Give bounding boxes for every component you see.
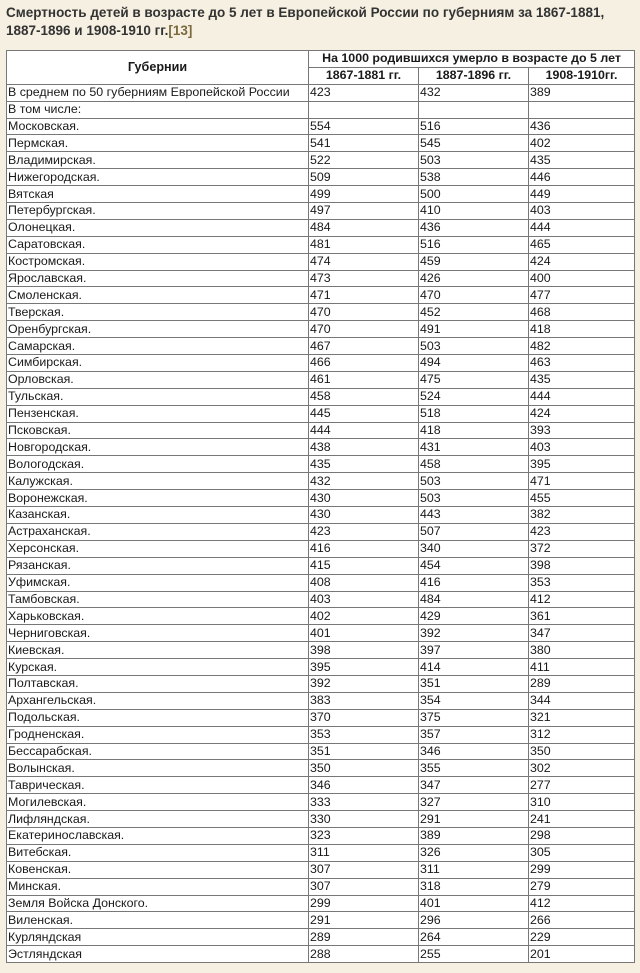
table-row	[7, 692, 635, 709]
value-1867-1881: 350	[309, 760, 419, 777]
table-row	[7, 203, 635, 220]
value-1887-1896: 311	[419, 861, 529, 878]
table-row	[7, 540, 635, 557]
value-1887-1896: 431	[419, 439, 529, 456]
table-row	[7, 287, 635, 304]
table-row	[7, 422, 635, 439]
value-1887-1896: 414	[419, 659, 529, 676]
section-empty	[419, 101, 529, 118]
value-1887-1896: 503	[419, 473, 529, 490]
value-1908-1910: 277	[529, 777, 635, 794]
value-1887-1896: 516	[419, 236, 529, 253]
section-empty	[529, 101, 635, 118]
gubernia-name: Олонецкая.	[7, 219, 309, 236]
gubernia-name: Виленская.	[7, 912, 309, 929]
value-1867-1881: 466	[309, 355, 419, 372]
table-row	[7, 135, 635, 152]
value-1867-1881: 291	[309, 912, 419, 929]
value-1867-1881: 289	[309, 929, 419, 946]
value-1887-1896: 264	[419, 929, 529, 946]
value-1908-1910: 393	[529, 422, 635, 439]
value-1867-1881: 438	[309, 439, 419, 456]
value-1887-1896: 392	[419, 625, 529, 642]
value-1867-1881: 408	[309, 574, 419, 591]
value-1887-1896: 375	[419, 709, 529, 726]
value-1908-1910: 468	[529, 304, 635, 321]
value-1908-1910: 435	[529, 152, 635, 169]
header-row-1	[7, 51, 635, 68]
table-row	[7, 608, 635, 625]
value-1867-1881: 370	[309, 709, 419, 726]
table-row	[7, 895, 635, 912]
table-row	[7, 726, 635, 743]
value-1867-1881: 497	[309, 203, 419, 220]
gubernia-name: Пермская.	[7, 135, 309, 152]
value-1887-1896: 426	[419, 270, 529, 287]
value-1867-1881: 484	[309, 219, 419, 236]
value-1867-1881: 470	[309, 321, 419, 338]
gubernia-name: Казанская.	[7, 507, 309, 524]
table-row	[7, 811, 635, 828]
value-1887-1896: 524	[419, 388, 529, 405]
title-line-2: 1887-1896 и 1908-1910 гг.	[6, 23, 169, 38]
table-row	[7, 355, 635, 372]
value-1887-1896: 291	[419, 811, 529, 828]
gubernia-name: Орловская.	[7, 371, 309, 388]
value-1908-1910: 435	[529, 371, 635, 388]
value-1908-1910: 201	[529, 946, 635, 963]
gubernia-name: Киевская.	[7, 642, 309, 659]
table-container	[0, 40, 640, 963]
table-row	[7, 169, 635, 186]
value-1867-1881: 401	[309, 625, 419, 642]
table-row	[7, 659, 635, 676]
value-1867-1881: 402	[309, 608, 419, 625]
value-1908-1910: 382	[529, 507, 635, 524]
table-row	[7, 557, 635, 574]
header-gubernii: Губернии	[7, 51, 309, 85]
value-1887-1896: 416	[419, 574, 529, 591]
value-1867-1881: 299	[309, 895, 419, 912]
table-row	[7, 388, 635, 405]
value-1908-1910: 372	[529, 540, 635, 557]
value-1887-1896: 418	[419, 422, 529, 439]
value-1887-1896: 484	[419, 591, 529, 608]
gubernia-name: Рязанская.	[7, 557, 309, 574]
average-value-3: 389	[529, 84, 635, 101]
value-1908-1910: 465	[529, 236, 635, 253]
gubernia-name: Гродненская.	[7, 726, 309, 743]
value-1908-1910: 418	[529, 321, 635, 338]
value-1867-1881: 541	[309, 135, 419, 152]
value-1867-1881: 423	[309, 523, 419, 540]
value-1887-1896: 545	[419, 135, 529, 152]
value-1867-1881: 395	[309, 659, 419, 676]
gubernia-name: Симбирская.	[7, 355, 309, 372]
value-1887-1896: 538	[419, 169, 529, 186]
table-row	[7, 186, 635, 203]
value-1867-1881: 288	[309, 946, 419, 963]
value-1867-1881: 470	[309, 304, 419, 321]
table-row	[7, 794, 635, 811]
gubernia-name: Тульская.	[7, 388, 309, 405]
value-1887-1896: 458	[419, 456, 529, 473]
gubernia-name: Смоленская.	[7, 287, 309, 304]
value-1908-1910: 302	[529, 760, 635, 777]
value-1908-1910: 423	[529, 523, 635, 540]
value-1867-1881: 351	[309, 743, 419, 760]
gubernia-name: Подольская.	[7, 709, 309, 726]
value-1887-1896: 326	[419, 844, 529, 861]
value-1867-1881: 432	[309, 473, 419, 490]
value-1908-1910: 411	[529, 659, 635, 676]
value-1887-1896: 470	[419, 287, 529, 304]
value-1887-1896: 475	[419, 371, 529, 388]
gubernia-name: Харьковская.	[7, 608, 309, 625]
value-1887-1896: 516	[419, 118, 529, 135]
table-row	[7, 219, 635, 236]
average-label: В среднем по 50 губерниям Европейской России	[7, 84, 309, 101]
value-1908-1910: 455	[529, 490, 635, 507]
table-row	[7, 405, 635, 422]
section-label: В том числе:	[7, 101, 309, 118]
value-1867-1881: 473	[309, 270, 419, 287]
table-row	[7, 371, 635, 388]
value-1867-1881: 474	[309, 253, 419, 270]
gubernia-name: Ковенская.	[7, 861, 309, 878]
gubernia-name: Витебская.	[7, 844, 309, 861]
value-1908-1910: 312	[529, 726, 635, 743]
title-line-1: Смертность детей в возрасте до 5 лет в Европейской России по губерниям за 1867-1881,	[6, 5, 605, 20]
table-row	[7, 152, 635, 169]
gubernia-name: Екатеринославская.	[7, 827, 309, 844]
value-1908-1910: 289	[529, 675, 635, 692]
table-row	[7, 946, 635, 963]
value-1887-1896: 357	[419, 726, 529, 743]
table-row	[7, 827, 635, 844]
table-row	[7, 760, 635, 777]
value-1887-1896: 459	[419, 253, 529, 270]
table-row	[7, 642, 635, 659]
value-1887-1896: 347	[419, 777, 529, 794]
gubernia-name: Черниговская.	[7, 625, 309, 642]
table-row	[7, 490, 635, 507]
value-1908-1910: 444	[529, 219, 635, 236]
value-1908-1910: 444	[529, 388, 635, 405]
value-1887-1896: 410	[419, 203, 529, 220]
gubernia-name: Курская.	[7, 659, 309, 676]
gubernia-name: Новгородская.	[7, 439, 309, 456]
table-row	[7, 507, 635, 524]
table-row	[7, 473, 635, 490]
value-1867-1881: 330	[309, 811, 419, 828]
value-1908-1910: 344	[529, 692, 635, 709]
value-1908-1910: 424	[529, 405, 635, 422]
value-1908-1910: 229	[529, 929, 635, 946]
table-row	[7, 338, 635, 355]
value-1908-1910: 347	[529, 625, 635, 642]
gubernia-name: Уфимская.	[7, 574, 309, 591]
value-1867-1881: 430	[309, 507, 419, 524]
section-row	[7, 101, 635, 118]
value-1867-1881: 467	[309, 338, 419, 355]
mortality-table	[6, 50, 635, 963]
table-row	[7, 321, 635, 338]
value-1887-1896: 518	[419, 405, 529, 422]
value-1887-1896: 494	[419, 355, 529, 372]
table-row	[7, 912, 635, 929]
value-1887-1896: 500	[419, 186, 529, 203]
average-value-2: 432	[419, 84, 529, 101]
value-1867-1881: 444	[309, 422, 419, 439]
table-row	[7, 591, 635, 608]
gubernia-name: Эстляндская	[7, 946, 309, 963]
value-1867-1881: 383	[309, 692, 419, 709]
value-1887-1896: 346	[419, 743, 529, 760]
value-1908-1910: 266	[529, 912, 635, 929]
gubernia-name: Тамбовская.	[7, 591, 309, 608]
value-1867-1881: 481	[309, 236, 419, 253]
value-1887-1896: 436	[419, 219, 529, 236]
table-title	[0, 0, 640, 40]
value-1867-1881: 307	[309, 861, 419, 878]
gubernia-name: Ярославская.	[7, 270, 309, 287]
value-1887-1896: 503	[419, 152, 529, 169]
value-1887-1896: 354	[419, 692, 529, 709]
value-1867-1881: 323	[309, 827, 419, 844]
value-1887-1896: 503	[419, 338, 529, 355]
header-period-2: 1887-1896 гг.	[419, 67, 529, 84]
value-1867-1881: 416	[309, 540, 419, 557]
table-row	[7, 929, 635, 946]
value-1867-1881: 353	[309, 726, 419, 743]
gubernia-name: Пензенская.	[7, 405, 309, 422]
table-row	[7, 439, 635, 456]
value-1908-1910: 398	[529, 557, 635, 574]
value-1887-1896: 389	[419, 827, 529, 844]
table-row	[7, 625, 635, 642]
value-1908-1910: 350	[529, 743, 635, 760]
gubernia-name: Полтавская.	[7, 675, 309, 692]
gubernia-name: Воронежская.	[7, 490, 309, 507]
value-1887-1896: 401	[419, 895, 529, 912]
gubernia-name: Костромская.	[7, 253, 309, 270]
gubernia-name: Земля Войска Донского.	[7, 895, 309, 912]
table-row	[7, 743, 635, 760]
gubernia-name: Псковская.	[7, 422, 309, 439]
value-1908-1910: 412	[529, 591, 635, 608]
reference-link[interactable]: [13]	[168, 23, 193, 38]
value-1887-1896: 503	[419, 490, 529, 507]
value-1887-1896: 296	[419, 912, 529, 929]
header-period-3: 1908-1910гг.	[529, 67, 635, 84]
value-1908-1910: 298	[529, 827, 635, 844]
value-1908-1910: 446	[529, 169, 635, 186]
value-1867-1881: 307	[309, 878, 419, 895]
value-1887-1896: 318	[419, 878, 529, 895]
section-empty	[309, 101, 419, 118]
value-1887-1896: 429	[419, 608, 529, 625]
header-group: На 1000 родившихся умерло в возрасте до 5 лет	[309, 51, 635, 68]
table-row	[7, 878, 635, 895]
gubernia-name: Калужская.	[7, 473, 309, 490]
value-1867-1881: 430	[309, 490, 419, 507]
value-1867-1881: 445	[309, 405, 419, 422]
gubernia-name: Минская.	[7, 878, 309, 895]
table-row	[7, 709, 635, 726]
value-1908-1910: 463	[529, 355, 635, 372]
table-row	[7, 304, 635, 321]
value-1908-1910: 471	[529, 473, 635, 490]
table-row	[7, 574, 635, 591]
value-1908-1910: 402	[529, 135, 635, 152]
table-body	[7, 84, 635, 962]
value-1867-1881: 311	[309, 844, 419, 861]
value-1867-1881: 554	[309, 118, 419, 135]
table-row	[7, 675, 635, 692]
value-1867-1881: 471	[309, 287, 419, 304]
value-1867-1881: 415	[309, 557, 419, 574]
value-1867-1881: 499	[309, 186, 419, 203]
gubernia-name: Саратовская.	[7, 236, 309, 253]
gubernia-name: Тверская.	[7, 304, 309, 321]
table-row	[7, 118, 635, 135]
value-1887-1896: 340	[419, 540, 529, 557]
gubernia-name: Херсонская.	[7, 540, 309, 557]
value-1908-1910: 412	[529, 895, 635, 912]
value-1867-1881: 403	[309, 591, 419, 608]
value-1908-1910: 321	[529, 709, 635, 726]
value-1887-1896: 355	[419, 760, 529, 777]
value-1908-1910: 403	[529, 439, 635, 456]
gubernia-name: Таврическая.	[7, 777, 309, 794]
table-row	[7, 844, 635, 861]
table-row	[7, 456, 635, 473]
gubernia-name: Петербургская.	[7, 203, 309, 220]
value-1908-1910: 424	[529, 253, 635, 270]
gubernia-name: Оренбургская.	[7, 321, 309, 338]
value-1867-1881: 522	[309, 152, 419, 169]
value-1867-1881: 333	[309, 794, 419, 811]
value-1908-1910: 403	[529, 203, 635, 220]
value-1908-1910: 279	[529, 878, 635, 895]
gubernia-name: Вятская	[7, 186, 309, 203]
value-1887-1896: 255	[419, 946, 529, 963]
value-1887-1896: 443	[419, 507, 529, 524]
value-1908-1910: 353	[529, 574, 635, 591]
value-1867-1881: 435	[309, 456, 419, 473]
value-1908-1910: 310	[529, 794, 635, 811]
table-row	[7, 777, 635, 794]
gubernia-name: Лифляндская.	[7, 811, 309, 828]
value-1867-1881: 398	[309, 642, 419, 659]
value-1887-1896: 507	[419, 523, 529, 540]
header-period-1: 1867-1881 гг.	[309, 67, 419, 84]
gubernia-name: Астраханская.	[7, 523, 309, 540]
value-1887-1896: 454	[419, 557, 529, 574]
gubernia-name: Нижегородская.	[7, 169, 309, 186]
value-1908-1910: 477	[529, 287, 635, 304]
gubernia-name: Бессарабская.	[7, 743, 309, 760]
value-1887-1896: 327	[419, 794, 529, 811]
value-1887-1896: 397	[419, 642, 529, 659]
value-1887-1896: 491	[419, 321, 529, 338]
value-1887-1896: 351	[419, 675, 529, 692]
table-row	[7, 270, 635, 287]
value-1908-1910: 436	[529, 118, 635, 135]
gubernia-name: Самарская.	[7, 338, 309, 355]
average-row	[7, 84, 635, 101]
value-1867-1881: 461	[309, 371, 419, 388]
value-1908-1910: 299	[529, 861, 635, 878]
table-row	[7, 236, 635, 253]
gubernia-name: Владимирская.	[7, 152, 309, 169]
gubernia-name: Вологодская.	[7, 456, 309, 473]
gubernia-name: Волынская.	[7, 760, 309, 777]
value-1908-1910: 449	[529, 186, 635, 203]
value-1908-1910: 305	[529, 844, 635, 861]
average-value-1: 423	[309, 84, 419, 101]
gubernia-name: Московская.	[7, 118, 309, 135]
value-1867-1881: 346	[309, 777, 419, 794]
table-row	[7, 253, 635, 270]
gubernia-name: Архангельская.	[7, 692, 309, 709]
value-1908-1910: 395	[529, 456, 635, 473]
value-1908-1910: 361	[529, 608, 635, 625]
value-1867-1881: 509	[309, 169, 419, 186]
value-1867-1881: 392	[309, 675, 419, 692]
value-1908-1910: 241	[529, 811, 635, 828]
value-1908-1910: 400	[529, 270, 635, 287]
value-1887-1896: 452	[419, 304, 529, 321]
gubernia-name: Могилевская.	[7, 794, 309, 811]
table-row	[7, 861, 635, 878]
table-row	[7, 523, 635, 540]
value-1867-1881: 458	[309, 388, 419, 405]
gubernia-name: Курляндская	[7, 929, 309, 946]
value-1908-1910: 482	[529, 338, 635, 355]
value-1908-1910: 380	[529, 642, 635, 659]
